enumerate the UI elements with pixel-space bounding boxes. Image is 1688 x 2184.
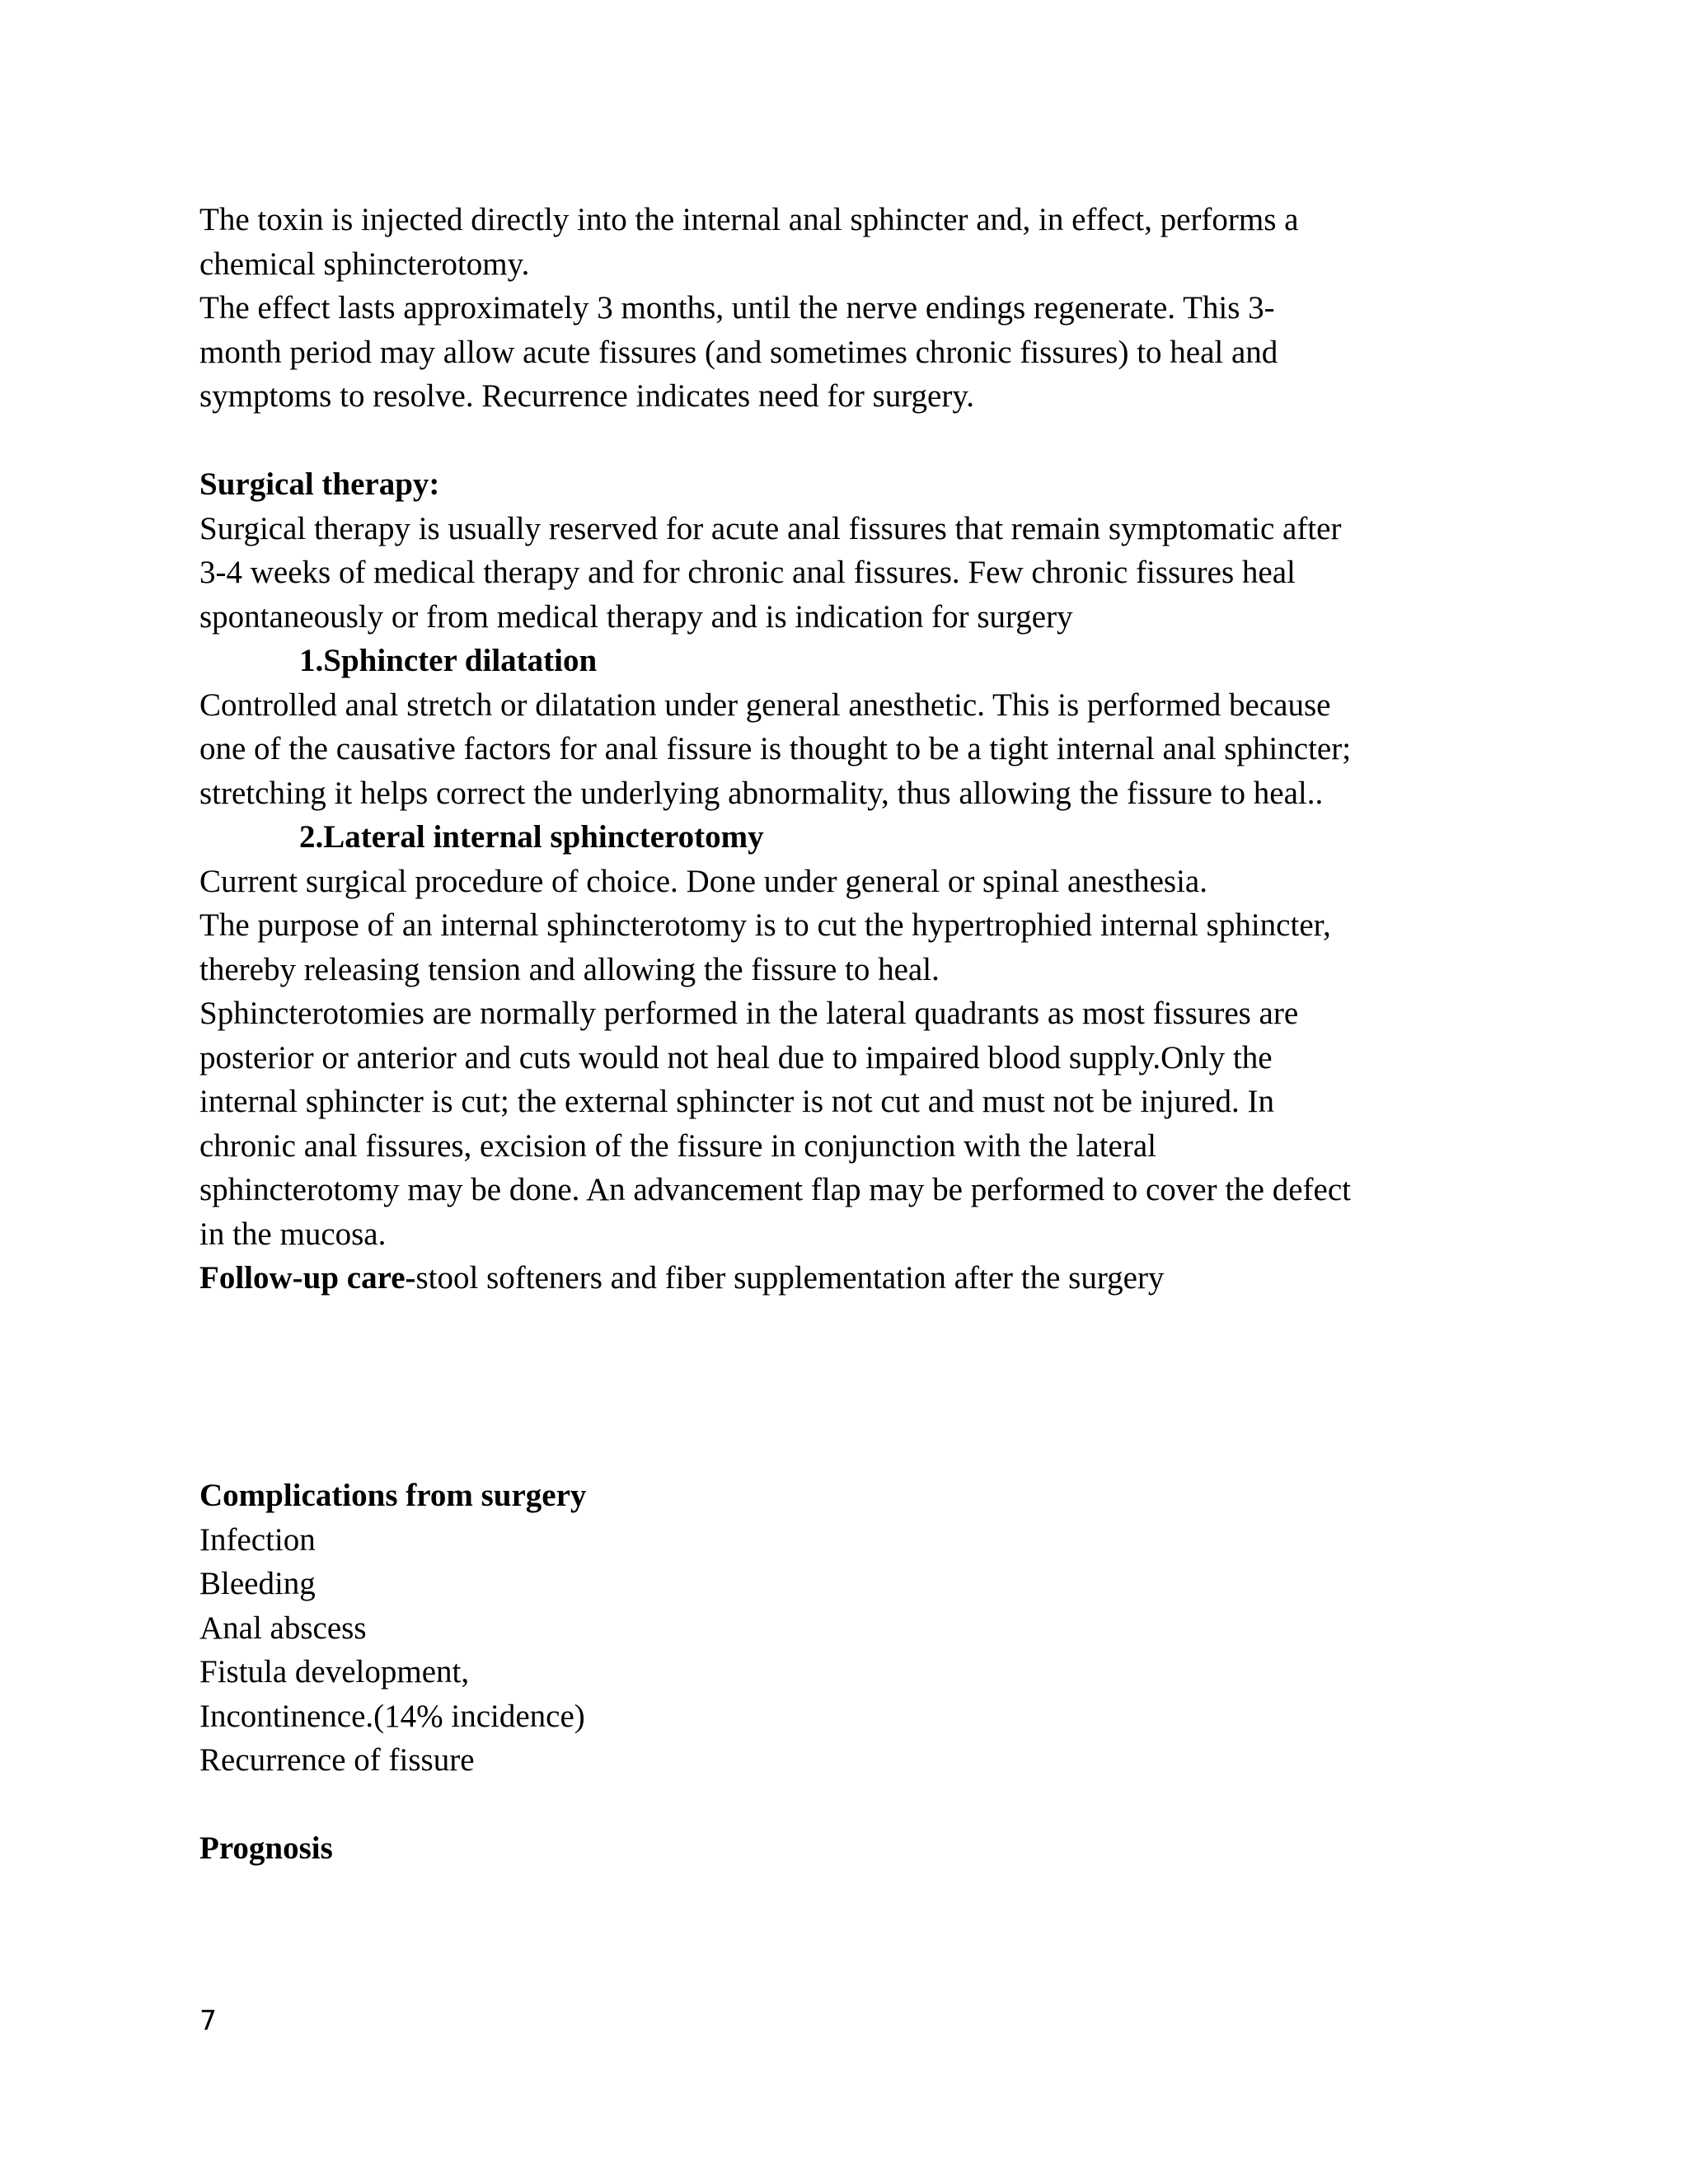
prognosis-heading: Prognosis (199, 1830, 333, 1866)
main-text-block (199, 198, 1518, 1301)
spacer (199, 1783, 1518, 1827)
page-number: 7 (199, 2004, 217, 2036)
spacer (199, 419, 1518, 463)
followup-text: stool softeners and fiber supplementation after the surgery (415, 1260, 1165, 1296)
surgical-line-1: Surgical therapy is usually reserved for acute anal fissures that remain symptomatic after (199, 510, 1342, 546)
surgical-therapy-heading: Surgical therapy: (199, 466, 440, 502)
sphincterotomy-line-1: Current surgical procedure of choice. Done under general or spinal anesthesia. (199, 863, 1207, 899)
intro-line-3: The effect lasts approximately 3 months, until the nerve endings regenerate. This 3- (199, 290, 1275, 326)
intro-line-5: symptoms to resolve. Recurrence indicates need for surgery. (199, 378, 975, 414)
complication-item: Incontinence.(14% incidence) (199, 1698, 585, 1734)
complication-item: Fistula development, (199, 1654, 470, 1690)
intro-line-2: chemical sphincterotomy. (199, 246, 530, 282)
followup-line (199, 1256, 1518, 1301)
sphincterotomy-line-9: in the mucosa. (199, 1216, 387, 1252)
followup-label: Follow-up care- (199, 1260, 416, 1296)
dilatation-line-2: one of the causative factors for anal fissure is thought to be a tight internal anal sphincter; (199, 731, 1352, 766)
complications-heading: Complications from surgery (199, 1478, 587, 1513)
surgical-line-2: 3-4 weeks of medical therapy and for chronic anal fissures. Few chronic fissures heal (199, 555, 1296, 590)
complication-item: Recurrence of fissure (199, 1742, 475, 1778)
dilatation-line-1: Controlled anal stretch or dilatation under general anesthetic. This is performed because (199, 687, 1331, 723)
intro-line-1: The toxin is injected directly into the internal anal sphincter and, in effect, performs a (199, 202, 1299, 237)
sphincterotomy-line-5: posterior or anterior and cuts would not heal due to impaired blood supply.Only the (199, 1039, 1273, 1076)
dilatation-line-3: stretching it helps correct the underlying abnormality, thus allowing the fissure to heal.. (199, 775, 1324, 811)
sphincter-dilatation-heading: 1.Sphincter dilatation (299, 643, 598, 678)
complication-item: Anal abscess (199, 1610, 367, 1646)
sphincterotomy-line-2: The purpose of an internal sphincterotomy is to cut the hypertrophied internal sphincter, (199, 907, 1331, 943)
lateral-sphincterotomy-heading: 2.Lateral internal sphincterotomy (299, 819, 764, 855)
sphincterotomy-line-7: chronic anal fissures, excision of the fissure in conjunction with the lateral (199, 1127, 1156, 1164)
intro-line-4: month period may allow acute fissures (and sometimes chronic fissures) to heal and (199, 334, 1278, 370)
surgical-line-3: spontaneously or from medical therapy and is indication for surgery (199, 598, 1073, 635)
sphincterotomy-line-4: Sphincterotomies are normally performed in the lateral quadrants as most fissures are (199, 996, 1299, 1031)
sphincterotomy-line-6: internal sphincter is cut; the external sphincter is not cut and must not be injured. In (199, 1084, 1275, 1119)
sphincterotomy-line-8: sphincterotomy may be done. An advancement flap may be performed to cover the defect (199, 1172, 1351, 1207)
complication-item: Infection (199, 1521, 316, 1558)
complications-block (199, 1474, 1518, 1871)
complication-item: Bleeding (199, 1566, 316, 1601)
sphincterotomy-line-3: thereby releasing tension and allowing the fissure to heal. (199, 951, 940, 987)
